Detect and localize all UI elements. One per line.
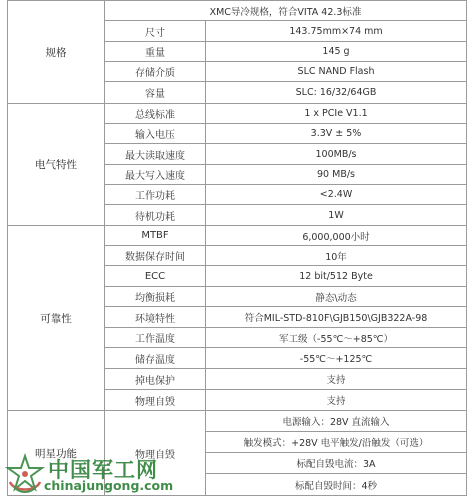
row-label: 工作功耗 [105, 185, 206, 205]
row-label: 物理自毁 [105, 390, 206, 411]
row-value: 90 MB/s [206, 165, 467, 185]
row-value: 标配自毁时间：4秒 [206, 474, 467, 496]
row-label: 储存温度 [105, 348, 206, 369]
row-label: 尺寸 [105, 21, 206, 42]
category-spec: 规格 [8, 1, 105, 104]
row-label: 掉电保护 [105, 369, 206, 390]
category-highlight: 明星功能 [8, 411, 105, 496]
row-value: 1 x PCIe V1.1 [206, 104, 467, 124]
header-cell: XMC导冷规格，符合VITA 42.3标准 [105, 1, 467, 21]
row-value: 军工级（-55℃～+85℃） [206, 328, 467, 348]
table-row [8, 104, 467, 124]
row-value: 标配自毁电流：3A [206, 453, 467, 474]
row-label: 均衡损耗 [105, 287, 206, 307]
category-reliability: 可靠性 [8, 226, 105, 411]
row-value: 3.3V ± 5% [206, 124, 467, 144]
row-value: 6,000,000小时 [206, 226, 467, 246]
row-value: 支持 [206, 369, 467, 390]
row-value: 电源输入：28V 直流输入 [206, 411, 467, 432]
row-value: SLC: 16/32/64GB [206, 82, 467, 104]
row-value: 触发模式：+28V 电平触发/沿触发（可选） [206, 432, 467, 453]
row-label: 重量 [105, 42, 206, 62]
spec-table [7, 0, 467, 496]
row-label: 环境特性 [105, 307, 206, 328]
table-row [8, 411, 467, 432]
row-value: 100MB/s [206, 144, 467, 165]
category-electrical: 电气特性 [8, 104, 105, 226]
row-value: 支持 [206, 390, 467, 411]
row-label: 输入电压 [105, 124, 206, 144]
row-label: 最大读取速度 [105, 144, 206, 165]
row-label: 总线标准 [105, 104, 206, 124]
row-label: 工作温度 [105, 328, 206, 348]
row-value: 12 bit/512 Byte [206, 266, 467, 287]
row-value: <2.4W [206, 185, 467, 205]
row-value: 静态\动态 [206, 287, 467, 307]
watermark-url: chinajungong.com [44, 478, 174, 493]
row-label: 存储介质 [105, 62, 206, 82]
watermark-name: 中国军工网 [48, 457, 158, 482]
row-value: 143.75mm×74 mm [206, 21, 467, 42]
row-label: 数据保存时间 [105, 246, 206, 266]
row-value: 1W [206, 205, 467, 226]
row-value: -55℃～+125℃ [206, 348, 467, 369]
row-label: 待机功耗 [105, 205, 206, 226]
table-row [8, 1, 467, 21]
row-label: 最大写入速度 [105, 165, 206, 185]
row-value: 145 g [206, 42, 467, 62]
row-label: 物理自毁 [105, 411, 206, 496]
row-value: 10年 [206, 246, 467, 266]
row-label: MTBF [105, 226, 206, 246]
table-row [8, 226, 467, 246]
row-label: 容量 [105, 82, 206, 104]
row-value: 符合MIL-STD-810F\GJB150\GJB322A-98 [206, 307, 467, 328]
row-label: ECC [105, 266, 206, 287]
row-value: SLC NAND Flash [206, 62, 467, 82]
